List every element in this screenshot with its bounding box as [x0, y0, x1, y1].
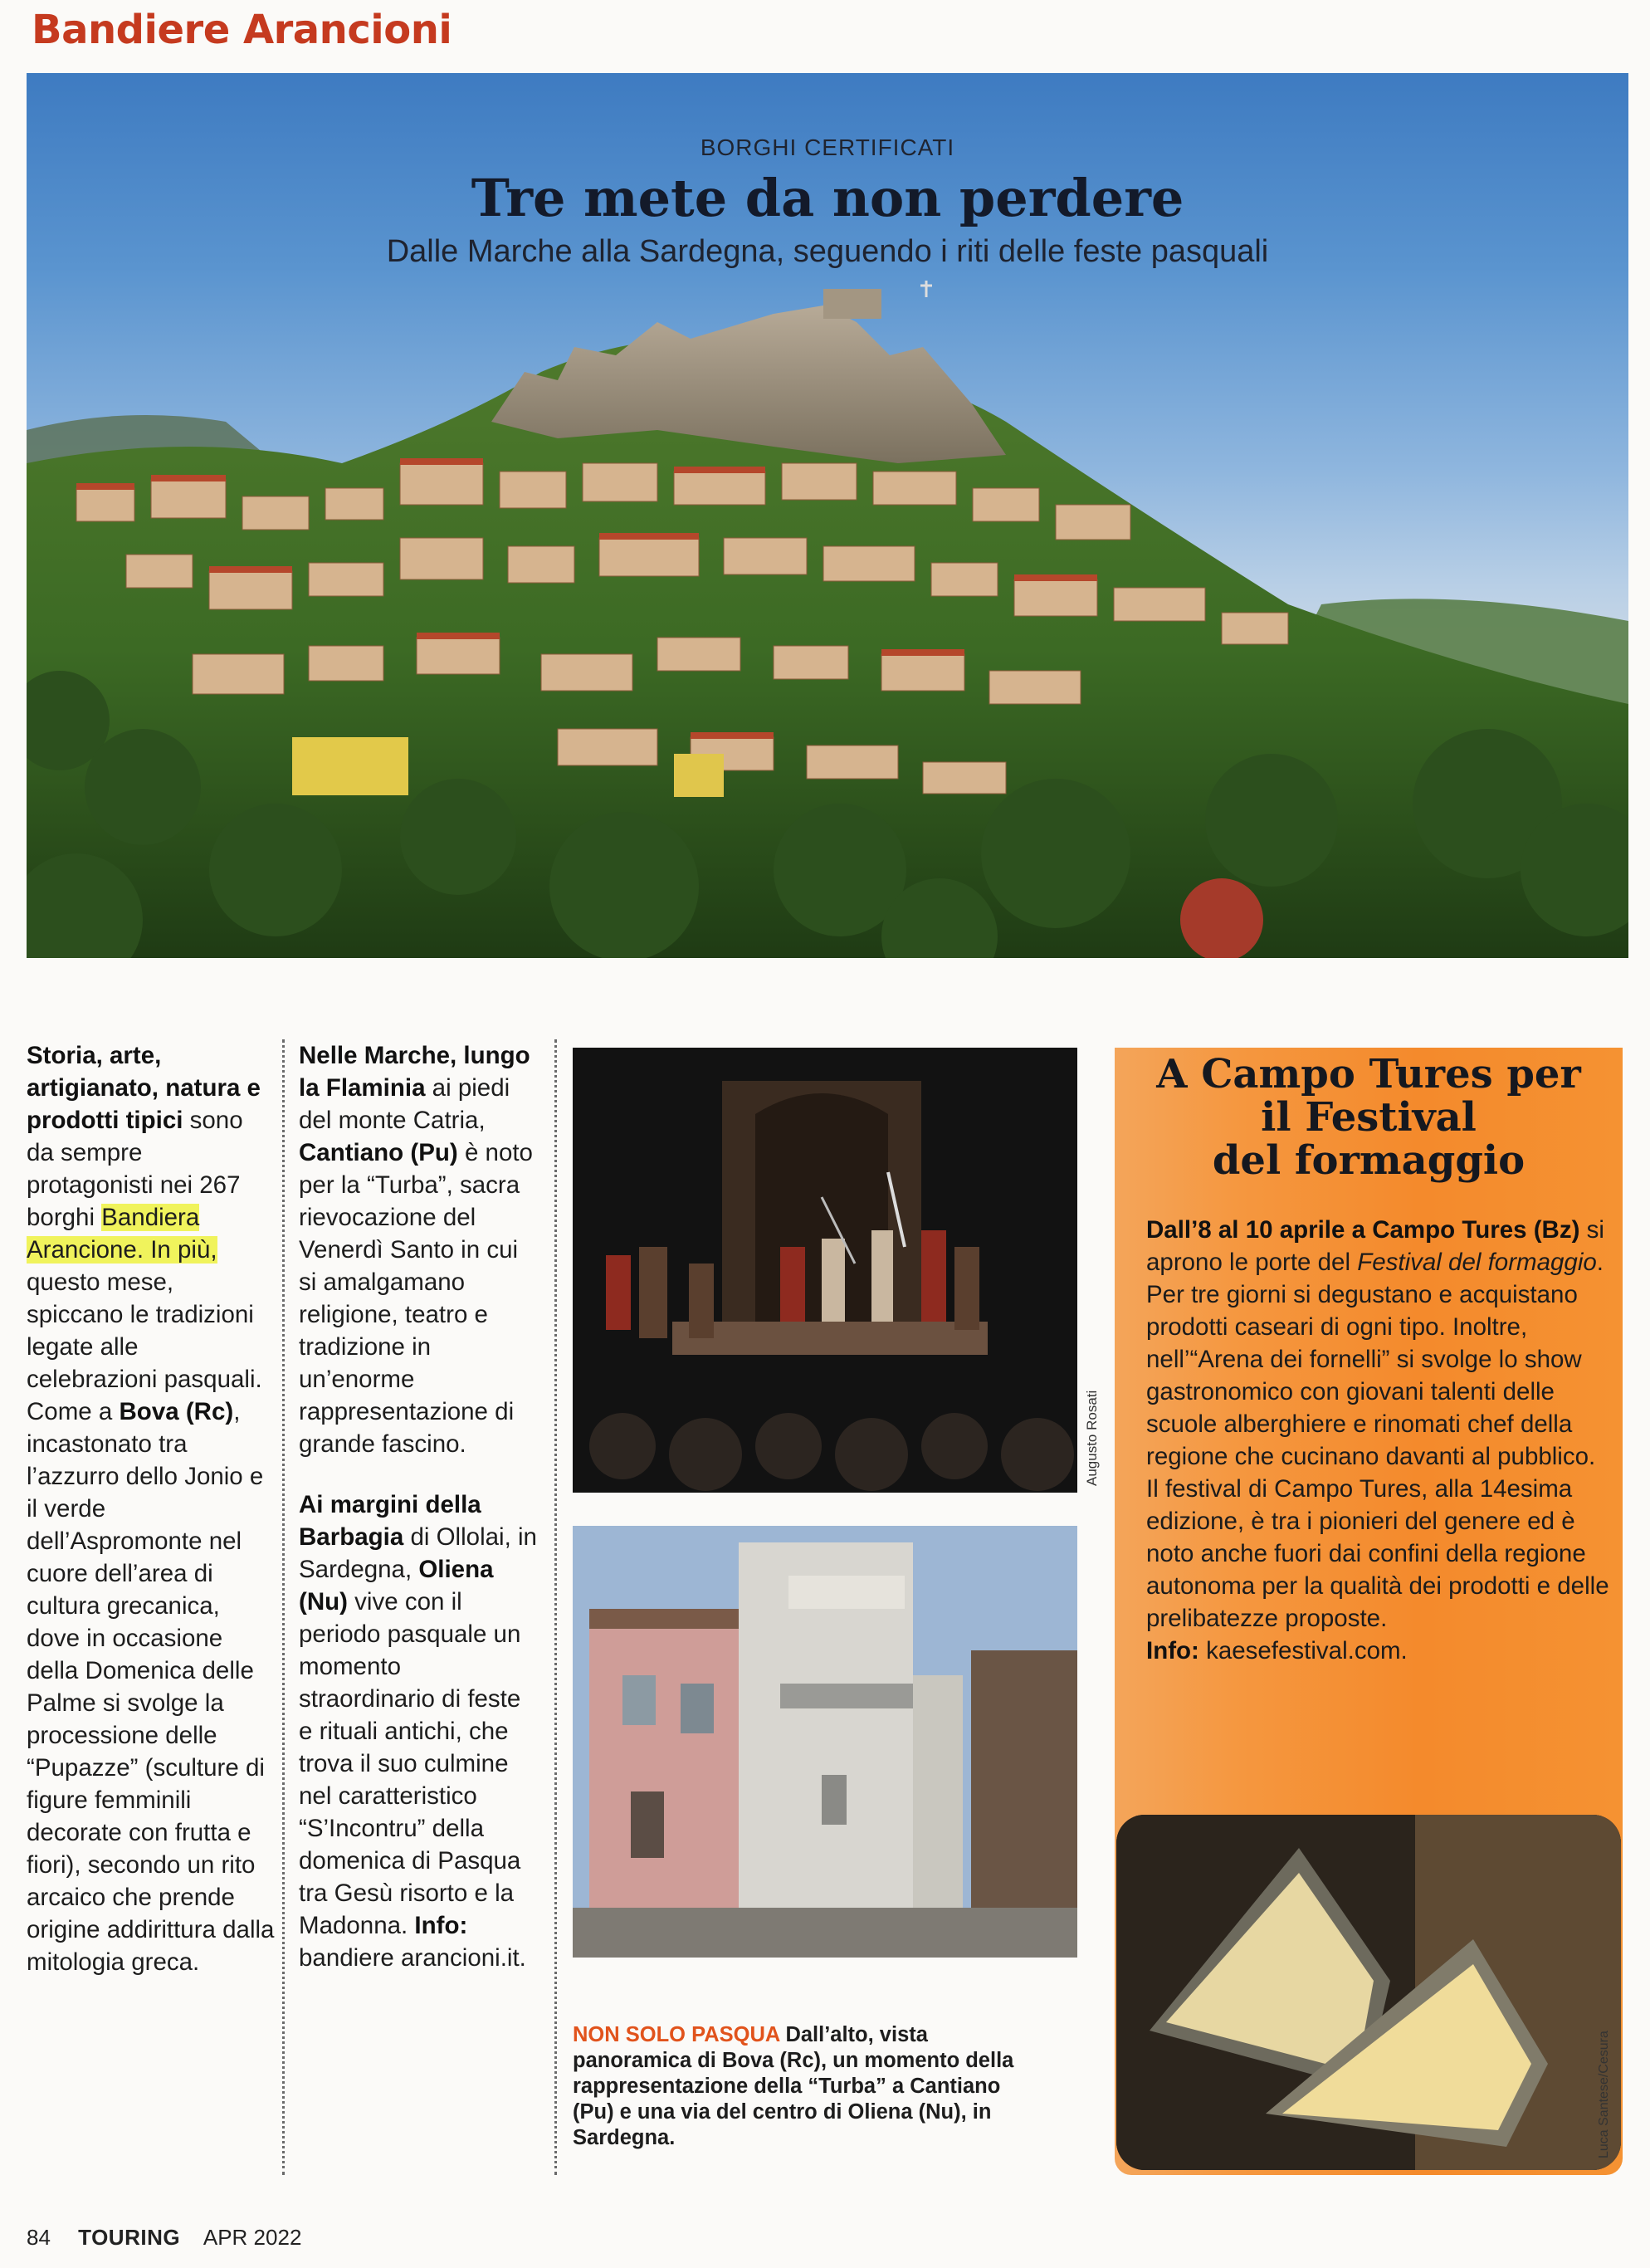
magazine-name: TOURING: [78, 2225, 181, 2250]
bova-name: Bova (Rc): [119, 1398, 234, 1425]
column-separator: [554, 1039, 557, 2175]
cheese-illustration: [1116, 1815, 1621, 2170]
festival-text-3: Il festival di Campo Tures, alla 14esima edizione, è tra i pionieri del genere ed è noto anche fuori dai confini della regione autonoma per la qualità dei prodotti e delle prelibatezze proposte.: [1146, 1475, 1609, 1632]
oliena-name: Oliena (Nu): [299, 1556, 494, 1615]
page-number: 84: [27, 2225, 51, 2250]
issue-date: APR 2022: [203, 2225, 302, 2250]
barbagia-text-2: vive con il periodo pasquale un momento straordinario di feste e rituali antichi, che trova il suo culmine nel caratteristico “S’Incontru” della domenica di Pasqua tra Gesù risorto e la Madonna.: [299, 1588, 521, 1939]
festival-title: [1115, 1053, 1623, 1182]
barbagia-text-1: di Ollolai, in Sardegna,: [299, 1523, 537, 1583]
festival-text-1: si aprono le porte del: [1146, 1216, 1604, 1276]
intro-text-3: , incastonato tra l’azzurro dello Jonio e il verde dell’Aspromonte nel cuore dell’area di cultura grecanica, dove in occasione della Domenica delle Palme si svolge la processione delle “Pupazze” (sculture di figure femminili decorate con frutta e fiori), secondo un rito arcaico che prende origine addirittura dalla mitologia greca.: [27, 1398, 275, 1976]
page-footer: [27, 2225, 301, 2251]
festival-box: [1115, 1048, 1623, 2175]
festival-title-line-2: il Festival: [1261, 1094, 1477, 1141]
hero-subtitle: Dalle Marche alla Sardegna, seguendo i riti delle feste pasquali: [386, 234, 1269, 269]
festival-paragraph-1: [1146, 1214, 1611, 1473]
photo-oliena-street: [573, 1526, 1077, 1958]
info-label: Info:: [414, 1912, 468, 1939]
article-column-1: [27, 1039, 276, 1978]
hero-photo-bova: [27, 73, 1628, 958]
festival-title-line-3: del formaggio: [1212, 1137, 1526, 1184]
barbagia-lead: Ai margini della Barbagia: [299, 1491, 481, 1551]
article-column-2: [299, 1039, 539, 1974]
marche-paragraph: [299, 1039, 539, 1460]
intro-text-2: questo mese, spiccano le tradizioni legate alle celebrazioni pasquali. Come a: [27, 1268, 262, 1425]
hero-title: Tre mete da non perdere: [471, 168, 1184, 228]
photo-credit: Luca Santese/Cesura: [1597, 2031, 1611, 2158]
highlighted-text: Bandiera Arancione. In più,: [27, 1204, 217, 1264]
column-separator: [282, 1039, 285, 2175]
marche-lead: Nelle Marche, lungo la Flaminia: [299, 1042, 530, 1102]
marche-text-1: ai piedi del monte Catria,: [299, 1074, 510, 1134]
festival-info: [1146, 1635, 1611, 1667]
festival-info-link[interactable]: kaesefestival.com.: [1198, 1637, 1408, 1664]
marche-text-2: è noto per la “Turba”, sacra rievocazione del Venerdì Santo in cui si amalgamano religione, teatro e tradizione in un’enorme rappresentazione di grande fascino.: [299, 1139, 533, 1458]
festival-info-label: Info:: [1146, 1637, 1199, 1664]
festival-lead: Dall’8 al 10 aprile a Campo Tures (Bz): [1146, 1216, 1580, 1244]
festival-text-2: . Per tre giorni si degustano e acquistano prodotti caseari di ogni tipo. Inoltre, nell’“Arena dei fornelli” si svolge lo show gastronomico con giovani talenti delle scuole alberghiere e rinomati chef della regione che cucinano davanti al pubblico.: [1146, 1249, 1604, 1470]
barbagia-paragraph: [299, 1488, 539, 1974]
festival-name: Festival del formaggio: [1357, 1249, 1597, 1276]
info-link[interactable]: bandiere arancioni.it.: [299, 1944, 526, 1972]
cantiano-name: Cantiano (Pu): [299, 1139, 458, 1166]
intro-text-1: sono da sempre protagonisti nei 267 borghi: [27, 1107, 243, 1231]
caption-lead: NON SOLO PASQUA: [573, 2023, 780, 2046]
intro-lead: Storia, arte, artigianato, natura e prodotti tipici: [27, 1042, 261, 1134]
section-title: Bandiere Arancioni: [32, 7, 452, 53]
photo-credit: Augusto Rosati: [1084, 1390, 1100, 1486]
photo-cheese: [1116, 1815, 1621, 2170]
hero-kicker: BORGHI CERTIFICATI: [700, 134, 955, 160]
festival-title-line-1: A Campo Tures per: [1156, 1051, 1581, 1097]
oliena-street-illustration: [573, 1526, 1077, 1958]
photo-caption: [573, 2022, 1021, 2151]
column-1-paragraph: [27, 1039, 276, 1978]
caption-text: Dall’alto, vista panoramica di Bova (Rc), un momento della rappresentazione della “Turba” a Cantiano (Pu) e una via del centro di Oliena (Nu), in Sardegna.: [573, 2023, 1014, 2149]
turba-stage-illustration: [573, 1048, 1077, 1493]
festival-body: [1146, 1214, 1611, 1667]
festival-paragraph-2: [1146, 1473, 1611, 1635]
photo-turba-cantiano: [573, 1048, 1077, 1493]
